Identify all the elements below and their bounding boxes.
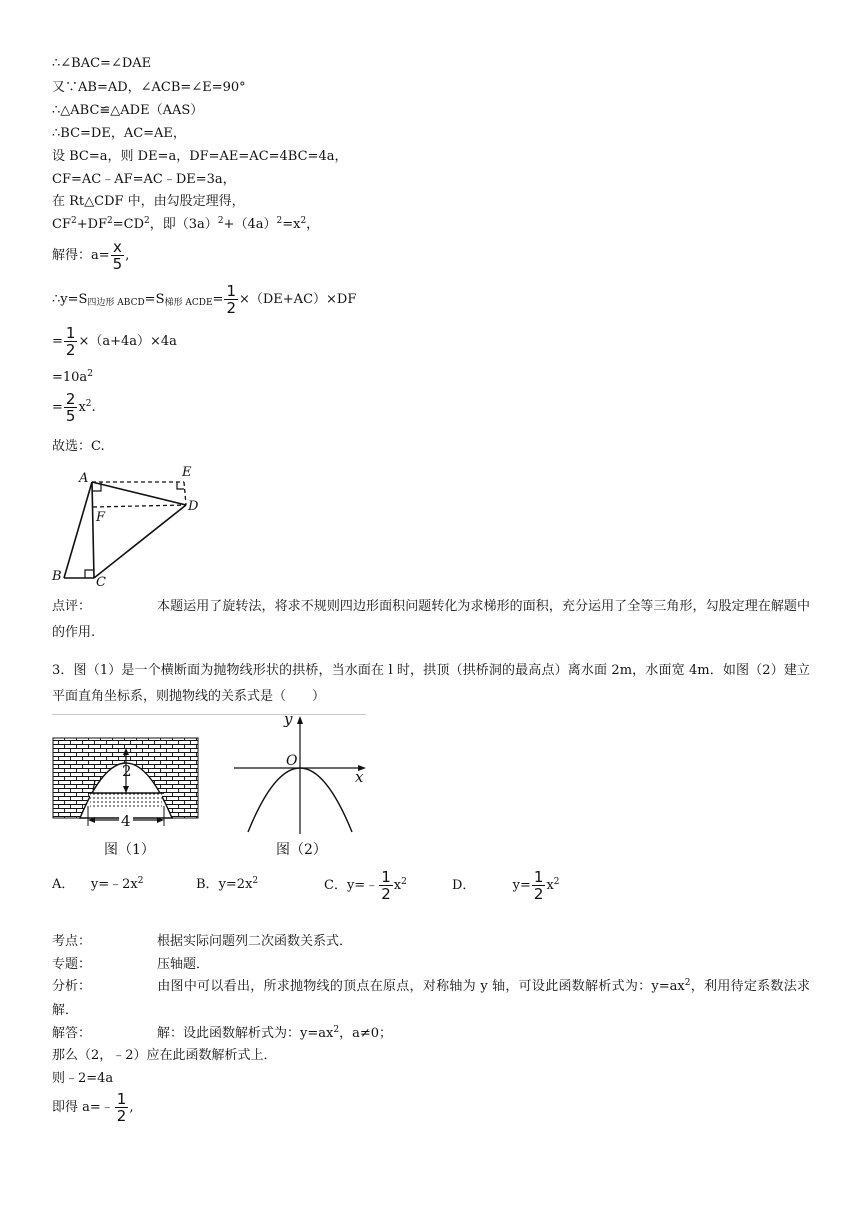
jieda-line-3: 则﹣2=4a <box>52 1071 114 1086</box>
jieda-line-4: 即得 a=﹣ $\frac{1}{2}$ , <box>52 1090 134 1125</box>
solution-line-5: 设 BC=a，则 DE=a，DF=AE=AC=4BC=4a， <box>52 149 348 164</box>
solution-line-12: $=10a^2$ <box>52 369 93 385</box>
x-axis-label: x <box>355 768 364 786</box>
question-3-text: 3．图（1）是一个横断面为抛物线形状的拱桥，当水面在 l 时，拱顶（拱桥洞的最高点）离水面 2m，水面宽 4m．如图（2）建立平面直角坐标系，则抛物线的关系式是（ ） <box>52 663 810 704</box>
segment-ed-dashed <box>184 482 186 505</box>
option-b[interactable]: B．$y=2x^2$ <box>196 876 259 892</box>
point-label-e: E <box>182 465 192 480</box>
right-angle-c <box>85 570 93 578</box>
kaodian-text: 根据实际问题列二次函数关系式． <box>157 934 353 949</box>
solution-line-9: 解得：a= $\frac{x}{5}$ , <box>52 238 130 273</box>
height-label: 2 <box>122 762 132 780</box>
width-label: 4 <box>121 812 131 830</box>
geometry-figure-abcde <box>48 462 218 588</box>
fenxi-block: 分析： 由图中可以看出，所求抛物线的顶点在原点，对称轴为 y 轴，可设此函数解析式为：$y=ax^2$，利用待定系数法求解． <box>52 975 810 1023</box>
fraction-one-half: $\frac{1}{2}$ <box>116 1090 127 1125</box>
point-label-a: A <box>79 471 89 486</box>
segment-ad <box>92 482 186 505</box>
jieda-label: 解答： <box>52 1026 92 1041</box>
kaodian-row <box>52 933 352 951</box>
solution-line-8: $CF^2+DF^2=CD^2$，即$(3a)^2+(4a)^2=x^2$， <box>52 216 320 232</box>
water-label: l <box>92 779 97 794</box>
solution-line-2: 又∵AB=AD，∠ACB=∠E=90° <box>52 80 246 95</box>
figure-1-caption: 图（1） <box>104 842 155 858</box>
solution-line-10: $\therefore y=S_{四边形 ABCD}=S_{梯形 ACDE}=$ $\frac{1}{2}$ ×（DE+AC）×DF <box>52 282 357 317</box>
zhuanti-label: 专题： <box>52 957 92 972</box>
fenxi-label: 分析： <box>52 979 92 994</box>
water-region <box>90 793 162 809</box>
fraction-one-half: $\frac{1}{2}$ <box>226 282 236 317</box>
jieda-row: 解答： 解：设此函数解析式为：$y=ax^2$，a≠0； <box>52 1025 392 1041</box>
option-a[interactable]: A． $y=﹣2x^2$ <box>52 876 144 892</box>
option-d[interactable]: D． y= $\frac{1}{2}$ $x^2$ <box>452 868 560 903</box>
solution-answer: 故选：C. <box>52 439 105 454</box>
solution-line-11: = $\frac{1}{2}$ ×（a+4a）×4a <box>52 324 177 359</box>
point-label-d: D <box>188 499 199 514</box>
solution-line-6: CF=AC﹣AF=AC﹣DE=3a， <box>52 172 236 187</box>
segment-ac <box>92 482 94 578</box>
y-axis-label: y <box>284 710 293 728</box>
solution-line-7: 在 Rt△CDF 中，由勾股定理得， <box>52 194 245 209</box>
zhuanti-text: 压轴题． <box>157 957 210 972</box>
segment-cd <box>94 505 186 578</box>
solution-line-3: ∴△ABC≌△ADE（AAS） <box>52 103 204 118</box>
fraction-one-half: $\frac{1}{2}$ <box>533 868 544 903</box>
bridge-figure <box>52 736 200 858</box>
segment-fd-dashed <box>93 505 186 507</box>
fraction-x-over-5: $\frac{x}{5}$ <box>112 238 123 273</box>
comment-text: 本题运用了旋转法，将求不规则四边形面积问题转化为求梯形的面积，充分运用了全等三角形，勾股定理在解题中的作用. <box>52 599 810 640</box>
jieda-line-2: 那么（2，﹣2）应在此函数解析式上． <box>52 1048 277 1063</box>
parabola-axes-figure <box>228 710 374 860</box>
point-label-f: F <box>96 510 106 525</box>
solution-line-4: ∴BC=DE，AC=AE， <box>52 126 186 141</box>
kaodian-label: 考点： <box>52 934 92 949</box>
zhuanti-row <box>52 956 209 974</box>
fraction-two-fifths: $\frac{2}{5}$ <box>65 390 76 425</box>
solution-line-1: ∴∠BAC=∠DAE <box>52 56 152 71</box>
figure-2-caption: 图（2） <box>276 842 327 858</box>
segment-ab <box>64 482 92 578</box>
y-axis-arrow <box>297 716 303 724</box>
point-label-b: B <box>52 569 62 584</box>
fraction-one-half: $\frac{1}{2}$ <box>381 868 391 903</box>
fraction-one-half: $\frac{1}{2}$ <box>65 324 76 359</box>
comment-block <box>52 594 810 646</box>
comment-label: 点评： <box>52 599 92 614</box>
origin-label: O <box>286 753 298 769</box>
right-angle-e <box>177 482 184 489</box>
solution-line-13: = $\frac{2}{5}$ $x^2$. <box>52 390 96 425</box>
option-c[interactable]: C．y=﹣ $\frac{1}{2}$ $x^2$ <box>324 868 407 903</box>
point-label-c: C <box>96 575 106 588</box>
